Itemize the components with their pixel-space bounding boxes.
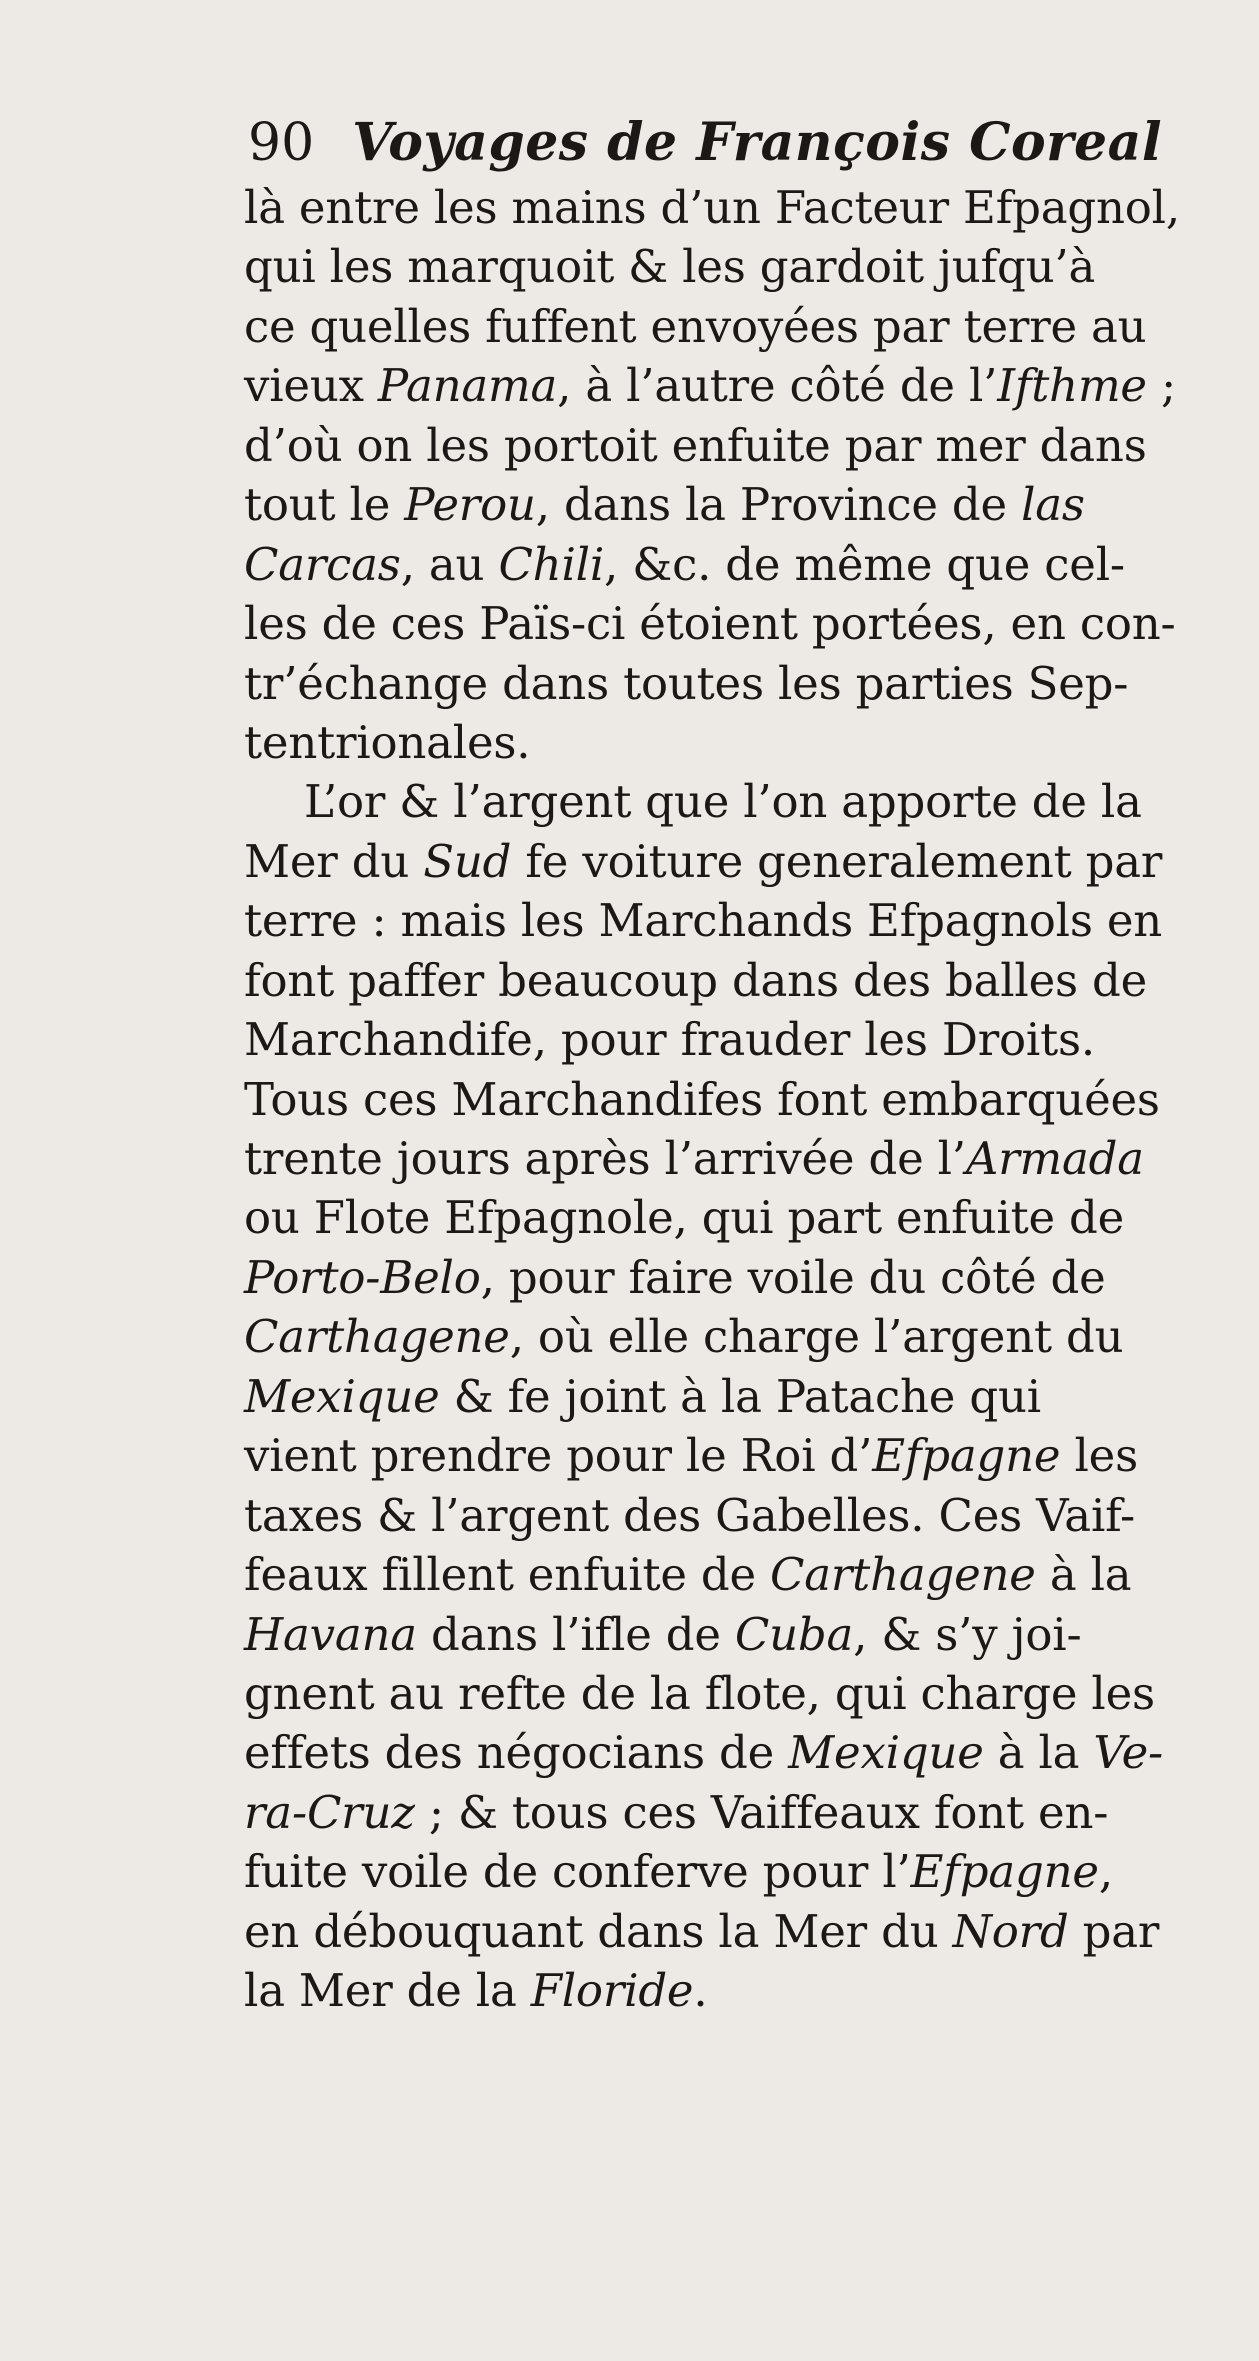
text-run: , &c. de même que cel-: [604, 537, 1125, 591]
text-line: [244, 1188, 1249, 1247]
text-line: [244, 297, 1249, 356]
text-line: [244, 1545, 1249, 1604]
text-run: , & s’y joi-: [853, 1607, 1082, 1661]
text-run: la Mer de la: [244, 1964, 531, 2018]
italic-text: Nord: [952, 1904, 1069, 1958]
italic-text: Floride: [530, 1964, 694, 2018]
italic-text: Ve-: [1093, 1726, 1164, 1780]
text-run: .: [693, 1964, 708, 2018]
text-line: [244, 1129, 1249, 1188]
text-run: ou Flote Efpagnole, qui part enfuite de: [244, 1191, 1125, 1245]
text-run: ;: [1146, 359, 1176, 413]
italic-text: ra-Cruz: [244, 1785, 415, 1839]
italic-text: las: [1021, 478, 1085, 532]
italic-text: Havana: [244, 1607, 417, 1661]
text-run: Mer du: [244, 834, 424, 888]
text-line: [244, 654, 1249, 713]
italic-text: Mexique: [244, 1369, 440, 1423]
italic-text: Cuba: [734, 1607, 854, 1661]
italic-text: Armada: [965, 1132, 1144, 1185]
text-line: [244, 237, 1249, 296]
text-run: , à l’autre côté de l’: [557, 359, 998, 413]
text-line: [244, 416, 1249, 475]
text-line: [244, 1723, 1249, 1782]
text-run: qui les marquoit & les gardoit jufqu’à: [244, 240, 1096, 294]
text-line: [244, 1010, 1249, 1069]
text-run: tout le: [244, 478, 405, 532]
text-run: , pour faire voile du côté de: [480, 1250, 1106, 1304]
text-line: [244, 1307, 1249, 1366]
text-line: [244, 1605, 1249, 1664]
text-run: les: [1060, 1429, 1138, 1483]
text-run: tentrionales.: [244, 715, 531, 769]
italic-text: Panama: [377, 359, 558, 413]
text-run: Tous ces Marchandifes font embarquées: [244, 1072, 1160, 1126]
italic-text: Chili: [498, 537, 605, 591]
text-run: ce quelles fuffent envoyées par terre au: [244, 299, 1147, 353]
text-line: [244, 951, 1249, 1010]
text-line: [244, 535, 1249, 594]
text-run: , où elle charge l’argent du: [509, 1310, 1124, 1364]
text-run: taxes & l’argent des Gabelles. Ces Vaif-: [244, 1488, 1135, 1542]
italic-text: Efpagne: [872, 1429, 1061, 1483]
text-run: Marchandife, pour frauder les Droits.: [244, 1013, 1096, 1067]
text-line: [244, 1248, 1249, 1307]
italic-text: Sud: [423, 834, 512, 888]
text-run: en débouquant dans la Mer du: [244, 1904, 953, 1958]
text-line: [244, 178, 1249, 237]
italic-text: Perou: [404, 478, 536, 532]
text-line: [244, 891, 1249, 950]
text-run: fe voiture generalement par: [511, 834, 1163, 888]
page-number: 90: [248, 113, 315, 173]
text-run: L’or & l’argent que l’on apporte de la: [304, 775, 1142, 829]
text-line: [244, 1961, 1249, 2020]
text-run: ; & tous ces Vaiffeaux font en-: [414, 1785, 1109, 1839]
text-line: [244, 1367, 1249, 1426]
text-run: terre : mais les Marchands Efpagnols en: [244, 894, 1163, 948]
text-run: feaux fillent enfuite de: [244, 1548, 771, 1602]
text-run: là entre les mains d’un Facteur Efpagnol,: [244, 181, 1180, 234]
text-line: [244, 356, 1249, 415]
italic-text: Ifthme: [997, 359, 1147, 413]
body-text: [244, 178, 1249, 2021]
italic-text: Mexique: [788, 1726, 984, 1780]
text-run: fuite voile de conferve pour l’: [244, 1845, 911, 1899]
text-run: ,: [1098, 1845, 1113, 1899]
text-run: effets des négocians de: [244, 1726, 789, 1780]
text-run: les de ces Païs-ci étoient portées, en con-: [244, 597, 1176, 651]
text-run: , dans la Province de: [535, 478, 1022, 532]
text-run: à la: [983, 1726, 1094, 1780]
text-run: & fe joint à la Patache qui: [439, 1369, 1041, 1423]
italic-text: Carthagene: [244, 1310, 510, 1364]
text-run: par: [1068, 1904, 1160, 1958]
text-run: d’où on les portoit enfuite par mer dans: [244, 418, 1147, 472]
text-run: tr’échange dans toutes les parties Sep-: [244, 656, 1129, 710]
italic-text: Porto-Belo: [244, 1250, 481, 1304]
italic-text: Carcas: [244, 537, 401, 591]
text-line: [244, 1783, 1249, 1842]
text-line: [244, 772, 1249, 831]
text-run: gnent au refte de la flote, qui charge les: [244, 1666, 1155, 1720]
text-run: vient prendre pour le Roi d’: [244, 1429, 873, 1483]
page-header: [248, 110, 1208, 176]
text-line: [244, 1426, 1249, 1485]
text-run: à la: [1035, 1548, 1132, 1602]
text-line: [244, 832, 1249, 891]
text-line: [244, 1486, 1249, 1545]
text-line: [244, 713, 1249, 772]
text-run: font paffer beaucoup dans des balles de: [244, 953, 1148, 1007]
text-run: , au: [400, 537, 499, 591]
text-run: dans l’ifle de: [416, 1607, 735, 1661]
text-line: [244, 594, 1249, 653]
text-run: vieux: [244, 359, 378, 413]
text-line: [244, 1842, 1249, 1901]
text-line: [244, 475, 1249, 534]
italic-text: Efpagne: [910, 1845, 1099, 1899]
text-run: trente jours après l’arrivée de l’: [244, 1132, 966, 1185]
text-line: [244, 1070, 1249, 1129]
text-line: [244, 1902, 1249, 1961]
running-title: Voyages de François Coreal: [352, 112, 1163, 173]
text-line: [244, 1664, 1249, 1723]
italic-text: Carthagene: [770, 1548, 1036, 1602]
